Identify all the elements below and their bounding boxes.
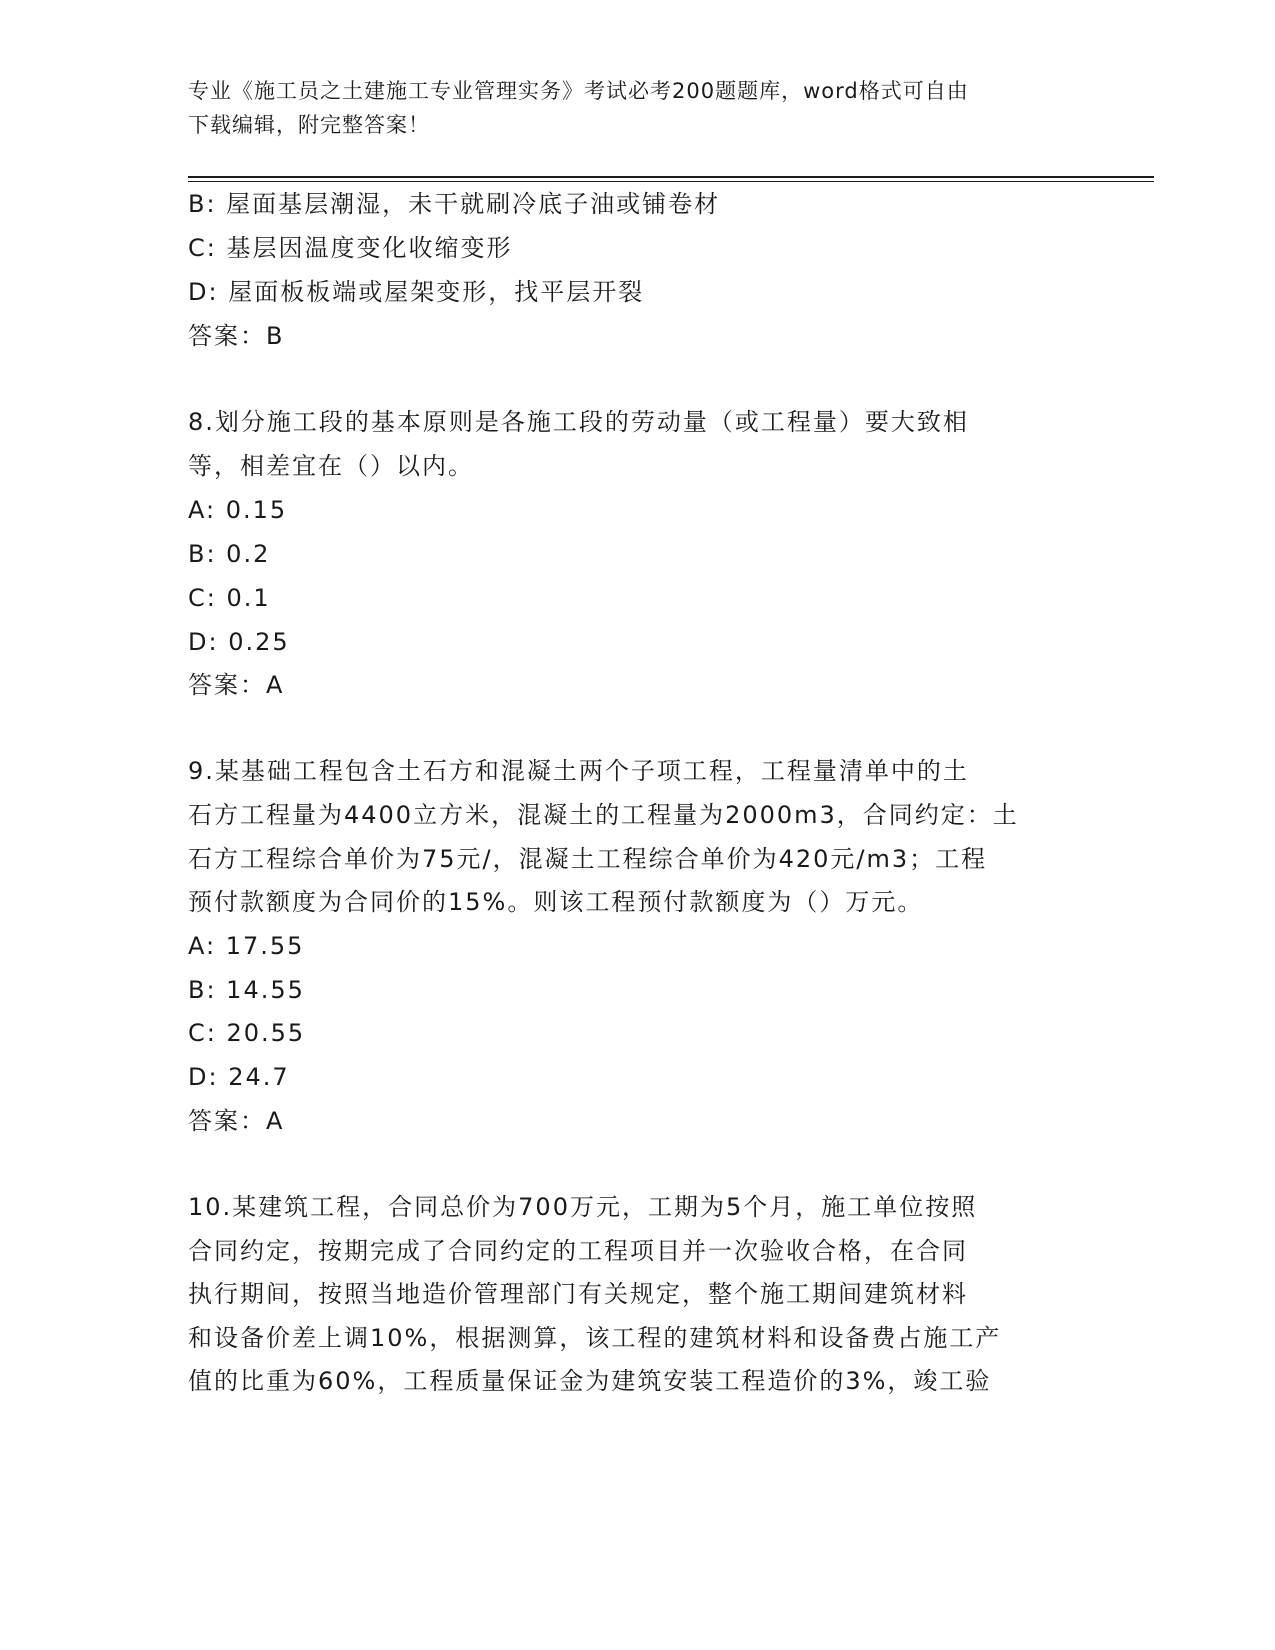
q10-stem-line-2: 合同约定，按期完成了合同约定的工程项目并一次验收合格，在合同 xyxy=(188,1237,968,1265)
q9-stem-line-2: 石方工程量为4400立方米，混凝土的工程量为2000m3，合同约定：土 xyxy=(188,801,1019,829)
document-header xyxy=(188,74,1068,142)
q9-option-c: C: 20.55 xyxy=(188,1019,306,1047)
q8-option-b: B: 0.2 xyxy=(188,540,271,568)
header-divider-top xyxy=(188,176,1154,178)
q9-answer: 答案：A xyxy=(188,1107,285,1135)
q10-stem-line-3: 执行期间，按照当地造价管理部门有关规定，整个施工期间建筑材料 xyxy=(188,1280,968,1308)
q7-option-d: D: 屋面板板端或屋架变形，找平层开裂 xyxy=(188,278,645,306)
q8-stem-line-2: 等，相差宜在（）以内。 xyxy=(188,452,474,480)
q7-option-b: B: 屋面基层潮湿，未干就刷冷底子油或铺卷材 xyxy=(188,190,721,218)
q8-option-d: D: 0.25 xyxy=(188,628,290,656)
q10-stem-line-4: 和设备价差上调10%，根据测算，该工程的建筑材料和设备费占施工产 xyxy=(188,1324,1002,1352)
q9-stem-line-4: 预付款额度为合同价的15%。则该工程预付款额度为（）万元。 xyxy=(188,888,924,916)
q7-answer: 答案：B xyxy=(188,322,285,350)
header-divider-bottom xyxy=(188,181,1154,182)
q9-stem-line-3: 石方工程综合单价为75元/，混凝土工程综合单价为420元/m3；工程 xyxy=(188,845,988,873)
q8-answer: 答案：A xyxy=(188,671,285,699)
q10-stem-line-1: 10.某建筑工程，合同总价为700万元，工期为5个月，施工单位按照 xyxy=(188,1193,978,1221)
q8-option-a: A: 0.15 xyxy=(188,496,288,524)
q9-option-d: D: 24.7 xyxy=(188,1063,290,1091)
q8-stem-line-1: 8.划分施工段的基本原则是各施工段的劳动量（或工程量）要大致相 xyxy=(188,408,969,436)
q9-option-b: B: 14.55 xyxy=(188,976,305,1004)
q9-option-a: A: 17.55 xyxy=(188,932,305,960)
header-line-1: 专业《施工员之土建施工专业管理实务》考试必考200题题库，word格式可自由 xyxy=(188,79,969,103)
q10-stem-line-5: 值的比重为60%，工程质量保证金为建筑安装工程造价的3%，竣工验 xyxy=(188,1367,992,1395)
q9-stem-line-1: 9.某基础工程包含土石方和混凝土两个子项工程，工程量清单中的土 xyxy=(188,757,969,785)
q8-option-c: C: 0.1 xyxy=(188,584,271,612)
header-line-2: 下载编辑，附完整答案！ xyxy=(188,113,430,137)
q7-option-c: C: 基层因温度变化收缩变形 xyxy=(188,234,513,262)
